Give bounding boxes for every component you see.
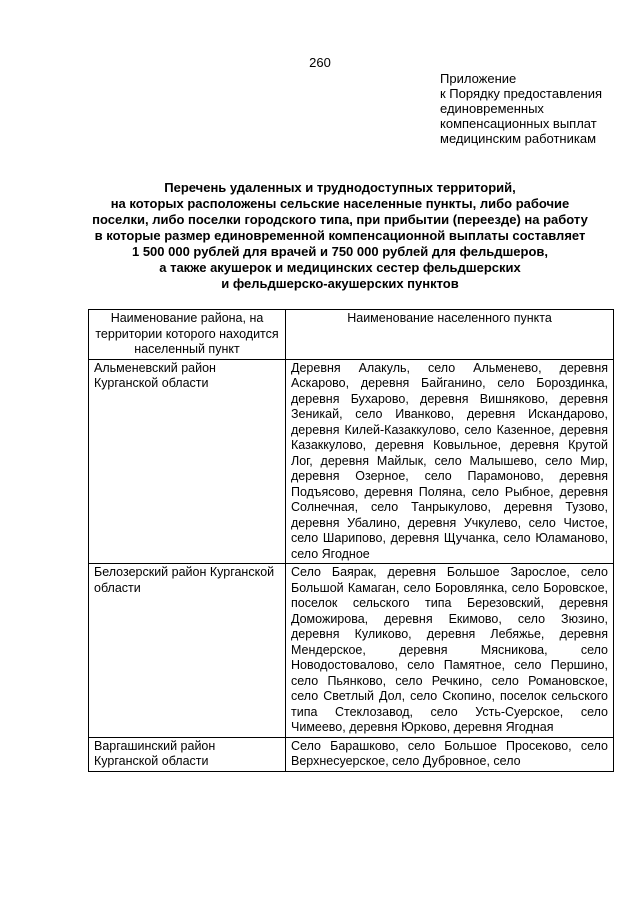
appendix-line: к Порядку предоставления <box>440 86 602 101</box>
title-line: и фельдшерско-акушерских пунктов <box>221 276 459 291</box>
appendix-line: единовременных <box>440 101 544 116</box>
district-cell: Альменевский район Курганской области <box>89 359 286 564</box>
header-settlement: Наименование населенного пункта <box>286 310 614 360</box>
title-line: в которые размер единовременной компенсационной выплаты составляет <box>94 228 586 243</box>
appendix-line: Приложение <box>440 71 517 86</box>
title-line: 1 500 000 рублей для врачей и 750 000 рублей для фельдшеров, <box>131 244 549 259</box>
title-line: поселки, либо поселки городского типа, при прибытии (переезде) на работу <box>92 212 588 227</box>
page-number: 260 <box>309 55 331 70</box>
appendix-line: медицинским работникам <box>440 131 596 146</box>
table-header-row <box>89 310 614 360</box>
title-line: а также акушерок и медицинских сестер фельдшерских <box>159 260 521 275</box>
territories-table <box>88 309 614 772</box>
header-district: Наименование района, на территории которого находится населенный пункт <box>89 310 286 360</box>
title-line: Перечень удаленных и труднодоступных территорий, <box>164 180 516 195</box>
document-title <box>60 180 620 292</box>
settlements-cell: Село Баярак, деревня Большое Зарослое, село Большой Камаган, село Боровлянка, село Боровское, поселок сельского типа Березовский, деревня Доможирова, деревня Екимово, село Зюзино, деревня Куликово, деревня Лебяжье, деревня Мендерское, деревня Мясникова, село Новодостовалово, село Памятное, село Першино, село Пьянково, село Речкино, село Романовское, село Светлый Дол, село Скопино, поселок сельского типа Стеклозавод, село Усть-Суерское, село Чимеево, деревня Юрково, деревня Ягодная <box>286 564 614 738</box>
district-cell: Белозерский район Курганской области <box>89 564 286 738</box>
settlements-cell: Деревня Алакуль, село Альменево, деревня Аскарово, деревня Байганино, село Бороздинка, деревня Бухарово, деревня Вишняково, деревня Зеникай, село Иванково, деревня Искандарово, деревня Килей-Казаккулово, село Казенное, деревня Казаккулово, деревня Ковыльное, деревня Крутой Лог, деревня Майлык, село Малышево, село Мир, деревня Озерное, село Парамоново, деревня Подъясово, деревня Поляна, село Рыбное, деревня Солнечная, село Танрыкулово, деревня Тузово, деревня Убалино, деревня Учкулево, село Чистое, село Шарипово, деревня Щучанка, село Юламаново, село Ягодное <box>286 359 614 564</box>
settlements-cell: Село Барашково, село Большое Просеково, село Верхнесуерское, село Дубровное, село <box>286 737 614 771</box>
table-row <box>89 564 614 738</box>
appendix-note <box>440 71 630 146</box>
table-row <box>89 737 614 771</box>
appendix-line: компенсационных выплат <box>440 116 597 131</box>
title-line: на которых расположены сельские населенные пункты, либо рабочие <box>110 196 570 211</box>
table-row <box>89 359 614 564</box>
district-cell: Варгашинский район Курганской области <box>89 737 286 771</box>
